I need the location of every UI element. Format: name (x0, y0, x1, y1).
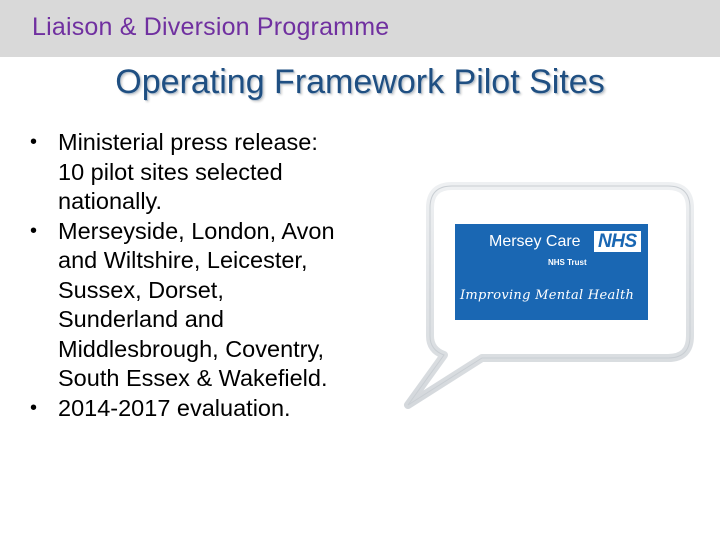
bullet-line: Sunderland and (58, 306, 224, 332)
bullet-dot-icon: • (30, 396, 38, 419)
bullet-line: 2014-2017 evaluation. (58, 394, 291, 421)
bullet-dot-icon: • (30, 219, 38, 242)
bullet-line: South Essex & Wakefield. (58, 365, 328, 391)
slide-title: Operating Framework Pilot Sites (115, 63, 605, 101)
bullet-line: 10 pilot sites selected (58, 158, 283, 185)
mersey-care-logo (455, 224, 648, 320)
bullet-line: Ministerial press release: (58, 129, 318, 155)
bullet-dot-icon: • (30, 131, 38, 153)
bullet-line: Sussex, Dorset, (58, 276, 224, 303)
bullet-line: Middlesbrough, Coventry, (58, 335, 325, 362)
bullet-line: Merseyside, London, Avon (58, 217, 335, 244)
logo-trust: NHS Trust (548, 258, 587, 267)
logo-tagline: Improving Mental Health (460, 288, 635, 303)
nhs-badge: NHS (594, 231, 641, 252)
bullet-line: nationally. (58, 188, 163, 214)
logo-name: Mersey Care (489, 233, 581, 250)
header-title: Liaison & Diversion Programme (32, 13, 390, 41)
bullet-line: and Wiltshire, Leicester, (58, 247, 308, 273)
